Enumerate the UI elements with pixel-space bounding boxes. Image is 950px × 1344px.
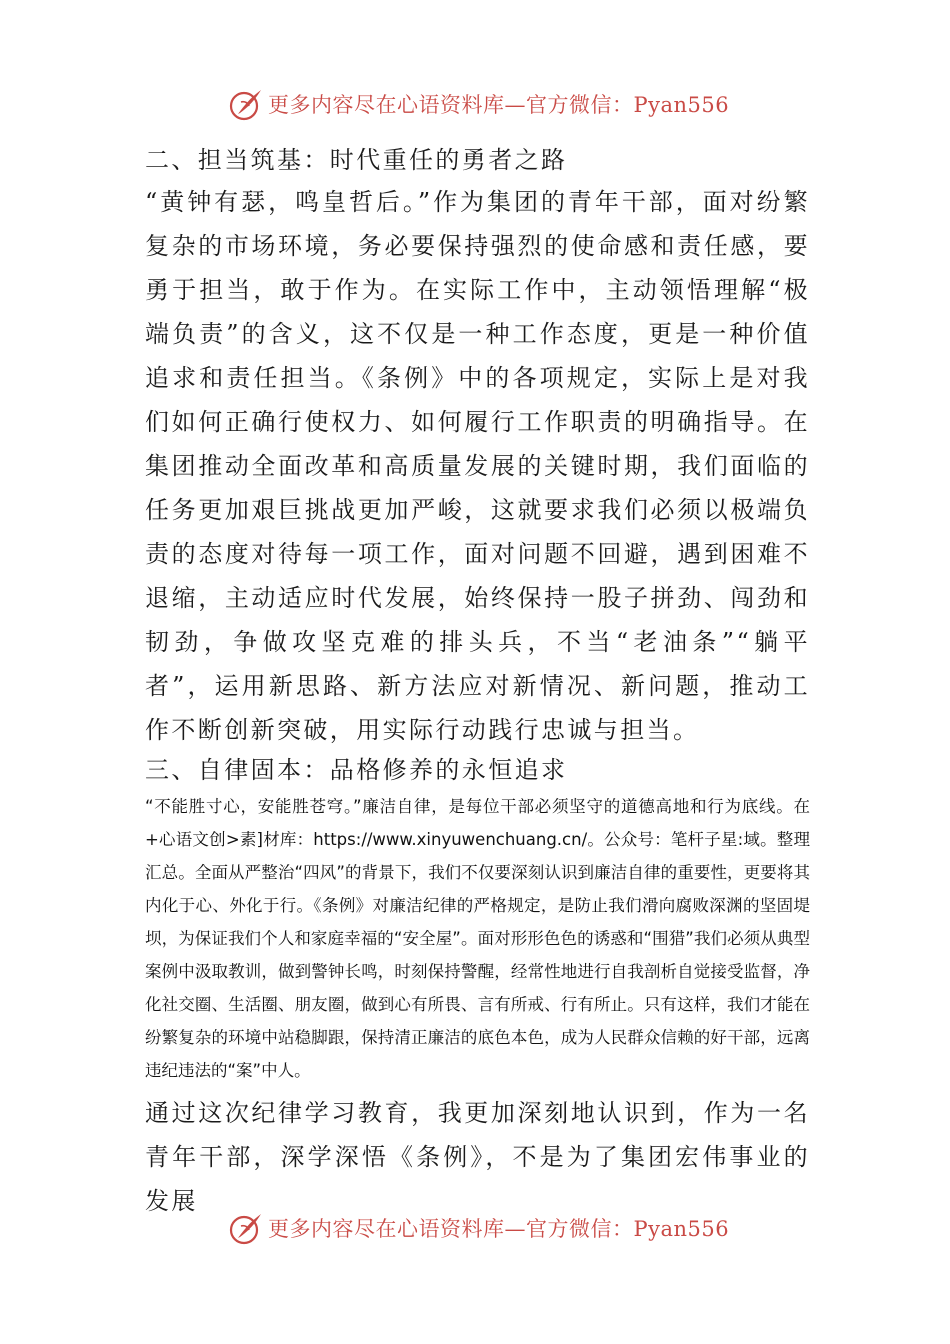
closing-paragraph: 通过这次纪律学习教育，我更加深刻地认识到，作为一名青年干部，深学深悟《条例》，不是为了集团宏伟事业的发展	[145, 1099, 810, 1215]
section2-heading: 二、担当筑基：时代重任的勇者之路	[145, 146, 568, 174]
document-body	[145, 142, 810, 1223]
header-banner	[228, 84, 748, 124]
quill-logo-icon	[228, 86, 264, 122]
section3-paragraph: “不能胜寸心，安能胜苍穹。”廉洁自律，是每位干部必须坚守的道德高地和行为底线。在+心语文创>素]材库：https://www.xinyuwenchuang.cn/。公众号：笔杆子星:域。整理汇总。全面从严整治“四风”的背景下，我们不仅要深刻认识到廉洁自律的重要性，更要将其内化于心、外化于行。《条例》对廉洁纪律的严格规定，是防止我们滑向腐败深渊的坚固堤坝，为保证我们个人和家庭幸福的“安全屋”。面对形形色色的诱惑和“围猎”我们必须从典型案例中汲取教训，做到警钟长鸣，时刻保持警醒，经常性地进行自我剖析自觉接受监督，净化社交圈、生活圈、朋友圈，做到心有所畏、言有所戒、行有所止。只有这样，我们才能在纷繁复杂的环境中站稳脚跟，保持清正廉洁的底色本色，成为人民群众信赖的好干部，远离违纪违法的“案”中人。	[145, 797, 810, 1080]
header-banner-text: 更多内容尽在心语资料库—官方微信：Pyan556	[268, 93, 730, 117]
quill-logo-icon	[228, 1210, 264, 1246]
footer-banner	[228, 1208, 748, 1248]
section2-paragraph: “黄钟有瑟，鸣皇哲后。”作为集团的青年干部，面对纷繁复杂的市场环境，务必要保持强烈的使命感和责任感，要勇于担当，敢于作为。在实际工作中，主动领悟理解“极端负责”的含义，这不仅是一种工作态度，更是一种价值追求和责任担当。《条例》中的各项规定，实际上是对我们如何正确行使权力、如何履行工作职责的明确指导。在集团推动全面改革和高质量发展的关键时期，我们面临的任务更加艰巨挑战更加严峻，这就要求我们必须以极端负责的态度对待每一项工作，面对问题不回避，遇到困难不退缩，主动适应时代发展，始终保持一股子拼劲、闯劲和韧劲，争做攻坚克难的排头兵，不当“老油条”“躺平者”，运用新思路、新方法应对新情况、新问题，推动工作不断创新突破，用实际行动践行忠诚与担当。	[145, 188, 810, 744]
section3-heading: 三、自律固本：品格修养的永恒追求	[145, 756, 568, 784]
footer-banner-text: 更多内容尽在心语资料库—官方微信：Pyan556	[268, 1217, 730, 1241]
